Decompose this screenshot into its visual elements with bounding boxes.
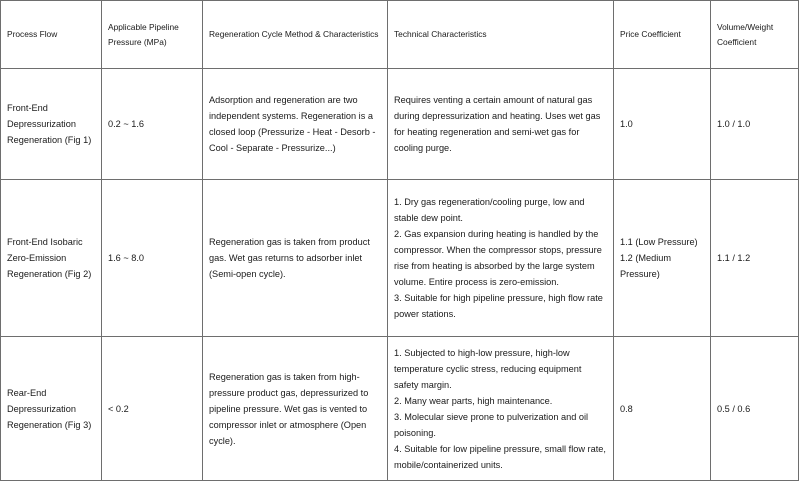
table-row [1, 337, 799, 481]
technical-list-item: 3. Suitable for high pipeline pressure, high flow rate power stations. [394, 293, 603, 319]
technical-list-item: 4. Suitable for low pipeline pressure, small flow rate, mobile/containerized units. [394, 443, 606, 470]
cell-regen-method: Regeneration gas is taken from high-pressure product gas, depressurized to pipeline pressure. Wet gas is vented to compressor inlet or atmosphere (Open cycle). [203, 337, 388, 481]
cell-price: 1.0 [614, 69, 711, 180]
technical-list-item: 2. Many wear parts, high maintenance. [394, 395, 553, 406]
cell-process-flow: Front-End Isobaric Zero-Emission Regeneration (Fig 2) [1, 180, 102, 337]
cell-pressure: < 0.2 [102, 337, 203, 481]
cell-regen-method: Adsorption and regeneration are two independent systems. Regeneration is a closed loop (Pressurize - Heat - Desorb - Cool - Separate - Pressurize...) [203, 69, 388, 180]
header-price: Price Coefficient [614, 1, 711, 69]
table-header-row [1, 1, 799, 69]
header-regen-method: Regeneration Cycle Method & Characteristics [203, 1, 388, 69]
header-volume: Volume/Weight Coefficient [711, 1, 799, 69]
technical-list [394, 345, 607, 473]
cell-pressure: 0.2 ~ 1.6 [102, 69, 203, 180]
table-row [1, 69, 799, 180]
technical-list-item: 1. Subjected to high-low pressure, high-low temperature cyclic stress, reducing equipment safety margin. [394, 347, 582, 390]
technical-list [394, 194, 607, 322]
cell-technical [388, 337, 614, 481]
cell-technical [388, 180, 614, 337]
cell-price: 1.1 (Low Pressure) 1.2 (Medium Pressure) [614, 180, 711, 337]
cell-process-flow: Front-End Depressurization Regeneration (Fig 1) [1, 69, 102, 180]
technical-list-item: 3. Molecular sieve prone to pulverization and oil poisoning. [394, 411, 589, 438]
cell-technical: Requires venting a certain amount of natural gas during depressurization and heating. Uses wet gas for heating regeneration and semi-wet gas for cooling purge. [388, 69, 614, 180]
cell-price: 0.8 [614, 337, 711, 481]
header-pressure: Applicable Pipeline Pressure (MPa) [102, 1, 203, 69]
cell-volume: 1.0 / 1.0 [711, 69, 799, 180]
cell-volume: 0.5 / 0.6 [711, 337, 799, 481]
cell-regen-method: Regeneration gas is taken from product gas. Wet gas returns to adsorber inlet (Semi-open cycle). [203, 180, 388, 337]
cell-volume: 1.1 / 1.2 [711, 180, 799, 337]
cell-process-flow: Rear-End Depressurization Regeneration (Fig 3) [1, 337, 102, 481]
technical-list-item: 1. Dry gas regeneration/cooling purge, low and stable dew point. [394, 197, 585, 223]
table-row [1, 180, 799, 337]
header-technical: Technical Characteristics [388, 1, 614, 69]
technical-list-item: 2. Gas expansion during heating is handled by the compressor. When the compressor stops, pressure rise from heating is absorbed by the large system volume. Entire process is zero-emission. [394, 229, 602, 287]
cell-pressure: 1.6 ~ 8.0 [102, 180, 203, 337]
header-process-flow: Process Flow [1, 1, 102, 69]
